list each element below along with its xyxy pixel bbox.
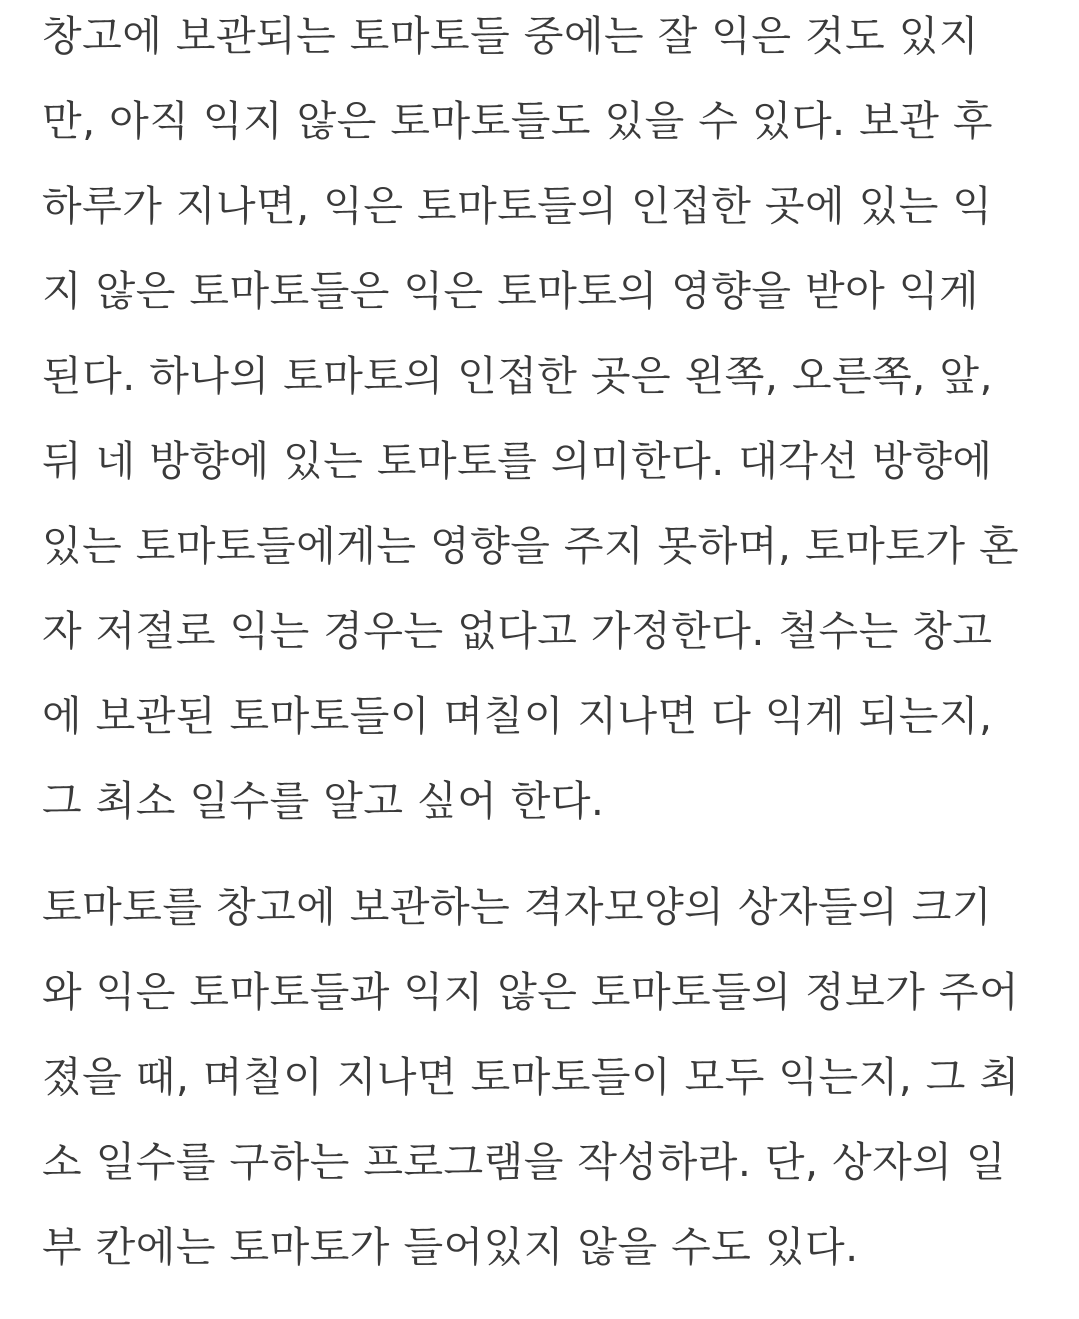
- paragraph-spacer: [42, 844, 1042, 865]
- paragraph-2: [42, 865, 1042, 1290]
- text-line: 와 익은 토마토들과 익지 않은 토마토들의 정보가 주어: [42, 968, 1020, 1016]
- problem-description: [42, 0, 1042, 1290]
- text-line: 있는 토마토들에게는 영향을 주지 못하며, 토마토가 혼: [42, 522, 1020, 570]
- text-line: 된다. 하나의 토마토의 인접한 곳은 왼쪽, 오른쪽, 앞,: [42, 352, 993, 400]
- text-line: 만, 아직 익지 않은 토마토들도 있을 수 있다. 보관 후: [42, 97, 993, 145]
- text-line: 뒤 네 방향에 있는 토마토를 의미한다. 대각선 방향에: [42, 437, 993, 485]
- text-line: 그 최소 일수를 알고 싶어 한다.: [42, 777, 605, 825]
- text-line: 에 보관된 토마토들이 며칠이 지나면 다 익게 되는지,: [42, 692, 993, 740]
- text-line: 토마토를 창고에 보관하는 격자모양의 상자들의 크기: [42, 883, 992, 931]
- text-line: 졌을 때, 며칠이 지나면 토마토들이 모두 익는지, 그 최: [42, 1053, 1020, 1101]
- text-line: 창고에 보관되는 토마토들 중에는 잘 익은 것도 있지: [42, 12, 979, 60]
- text-line: 부 칸에는 토마토가 들어있지 않을 수도 있다.: [42, 1223, 859, 1271]
- text-line: 소 일수를 구하는 프로그램을 작성하라. 단, 상자의 일: [42, 1138, 1007, 1186]
- text-line: 자 저절로 익는 경우는 없다고 가정한다. 철수는 창고: [42, 607, 993, 655]
- text-line: 지 않은 토마토들은 익은 토마토의 영향을 받아 익게: [42, 267, 979, 315]
- text-line: 하루가 지나면, 익은 토마토들의 인접한 곳에 있는 익: [42, 182, 993, 230]
- paragraph-1: [42, 0, 1042, 844]
